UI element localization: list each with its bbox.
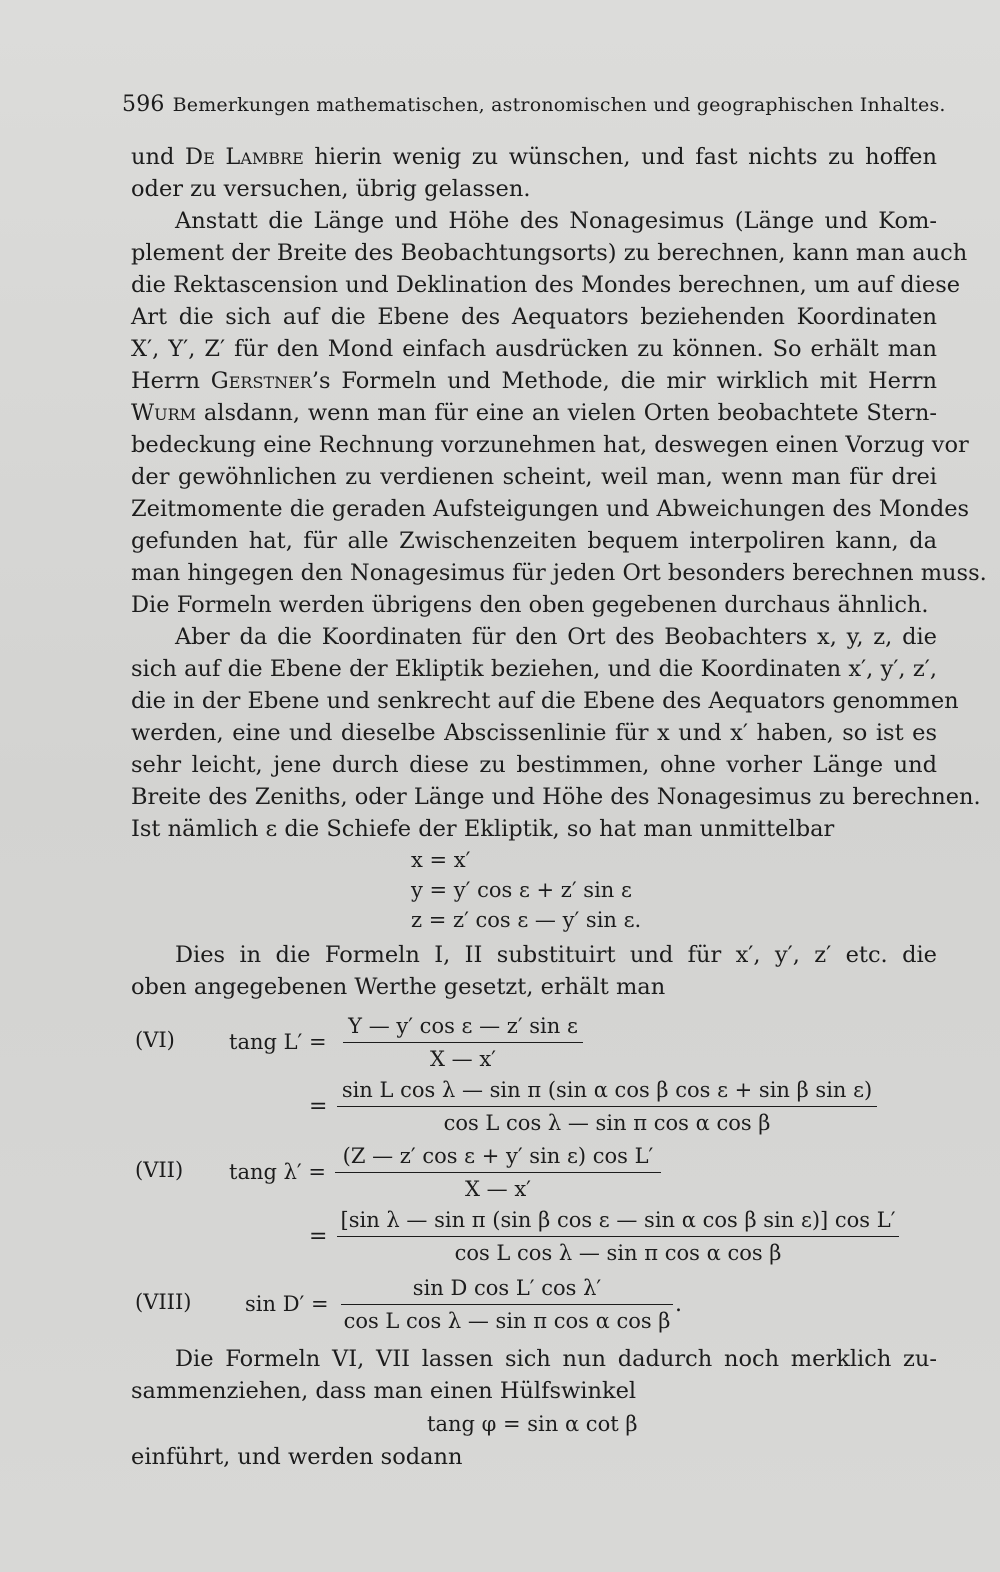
equals-sign: = xyxy=(309,1094,328,1119)
equation: y = y′ cos ε + z′ sin ε xyxy=(411,878,632,902)
equals-sign: = xyxy=(309,1224,328,1249)
text-line: Dies in die Formeln I, II substituirt und für x′, y′, z′ etc. die xyxy=(175,942,937,968)
text-line: Zeitmomente die geraden Aufsteigungen und Abweichungen des Mondes xyxy=(131,496,970,522)
fraction: sin D cos L′ cos λ′ cos L cos λ — sin π cos α cos β xyxy=(341,1274,673,1335)
fraction: (Z — z′ cos ε + y′ sin ε) cos L′ X — x′ xyxy=(335,1142,661,1203)
period: . xyxy=(675,1292,682,1317)
text-line: plement der Breite des Beobachtungsorts) zu berechnen, kann man auch xyxy=(131,240,968,266)
text-line: oder zu versuchen, übrig gelassen. xyxy=(131,176,531,202)
text-line: sammenziehen, dass man einen Hülfswinkel xyxy=(131,1378,637,1404)
text-line: werden, eine und dieselbe Abscissenlinie für x und x′ haben, so ist es xyxy=(131,720,937,746)
page-number: 596 xyxy=(122,92,165,117)
text-line: Die Formeln VI, VII lassen sich nun dadurch noch merklich zu- xyxy=(175,1346,937,1372)
fraction: Y — y′ cos ε — z′ sin ε X — x′ xyxy=(343,1012,583,1073)
text-line: Aber da die Koordinaten für den Ort des Beobachters x, y, z, die xyxy=(175,624,937,650)
equation: tang φ = sin α cot β xyxy=(427,1412,638,1436)
text-line: Breite des Zeniths, oder Länge und Höhe des Nonagesimus zu berechnen. xyxy=(131,784,981,810)
fraction: [sin λ — sin π (sin β cos ε — sin α cos β sin ε)] cos L′ cos L cos λ — sin π cos α cos β xyxy=(337,1206,899,1267)
formula-lhs: tang L′ = xyxy=(229,1030,327,1054)
formula-label: (VI) xyxy=(135,1028,175,1052)
author-name: Wurm xyxy=(131,400,197,426)
text-line: einführt, und werden sodann xyxy=(131,1444,463,1470)
author-name: De Lambre xyxy=(185,144,304,170)
formula-lhs: tang λ′ = xyxy=(229,1160,326,1184)
body-text xyxy=(131,0,987,1572)
formula-lhs: sin D′ = xyxy=(245,1292,329,1316)
equation: z = z′ cos ε — y′ sin ε. xyxy=(411,908,642,932)
text-line: und De Lambre hierin wenig zu wünschen, und fast nichts zu hoffen xyxy=(131,144,937,170)
text-line: die in der Ebene und senkrecht auf die Ebene des Aequators genommen xyxy=(131,688,959,714)
text-line: Ist nämlich ε die Schiefe der Ekliptik, so hat man unmittelbar xyxy=(131,816,835,842)
text-line: gefunden hat, für alle Zwischenzeiten bequem interpoliren kann, da xyxy=(131,528,937,554)
text-line: oben angegebenen Werthe gesetzt, erhält man xyxy=(131,974,666,1000)
text-line: der gewöhnlichen zu verdienen scheint, weil man, wenn man für drei xyxy=(131,464,937,490)
fraction: sin L cos λ — sin π (sin α cos β cos ε + sin β sin ε) cos L cos λ — sin π cos α cos β xyxy=(337,1076,877,1137)
text-line: bedeckung eine Rechnung vorzunehmen hat, deswegen einen Vorzug vor xyxy=(131,432,969,458)
text-line: Wurm alsdann, wenn man für eine an vielen Orten beobachtete Stern- xyxy=(131,400,937,426)
text-line: man hingegen den Nonagesimus für jeden Ort besonders berechnen muss. xyxy=(131,560,987,586)
text-line: die Rektascension und Deklination des Mondes berechnen, um auf diese xyxy=(131,272,961,298)
text-line: Die Formeln werden übrigens den oben gegebenen durchaus ähnlich. xyxy=(131,592,929,618)
author-name: Gerstner xyxy=(210,368,312,394)
header-title: Bemerkungen mathematischen, astronomischen und geographischen Inhaltes. xyxy=(172,94,946,116)
text-line: Herrn Gerstner’s Formeln und Methode, die mir wirklich mit Herrn xyxy=(131,368,937,394)
text-line: Art die sich auf die Ebene des Aequators beziehenden Koordinaten xyxy=(131,304,937,330)
text-line: sehr leicht, jene durch diese zu bestimmen, ohne vorher Länge und xyxy=(131,752,937,778)
text-line: X′, Y′, Z′ für den Mond einfach ausdrücken zu können. So erhält man xyxy=(131,336,937,362)
text-line: sich auf die Ebene der Ekliptik beziehen, und die Koordinaten x′, y′, z′, xyxy=(131,656,937,682)
formula-label: (VII) xyxy=(135,1158,184,1182)
text-line: Anstatt die Länge und Höhe des Nonagesimus (Länge und Kom- xyxy=(175,208,937,234)
equation: x = x′ xyxy=(411,848,471,872)
formula-label: (VIII) xyxy=(135,1290,192,1314)
